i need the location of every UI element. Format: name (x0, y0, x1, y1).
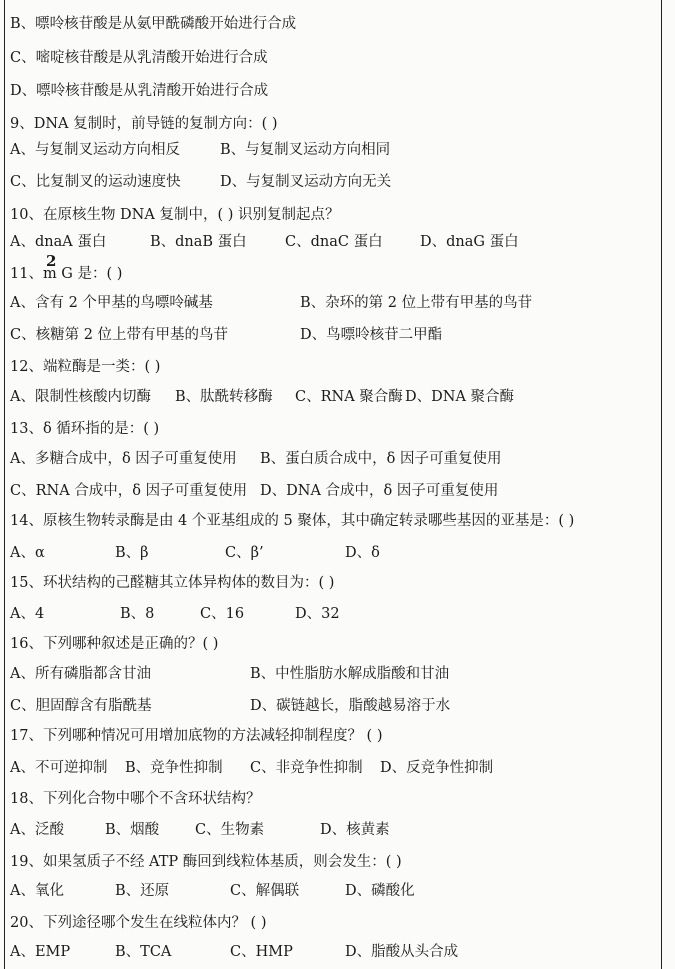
option: A、dnaA 蛋白 (10, 234, 107, 250)
option: A、与复制叉运动方向相反 (10, 142, 180, 158)
option: B、dnaB 蛋白 (150, 234, 247, 250)
option: A、4 (10, 606, 45, 622)
question-line: 10、在原核生物 DNA 复制中，( ) 识别复制起点？ (10, 207, 340, 223)
question-line: 14、原核生物转录酶是由 4 个亚基组成的 5 聚体，其中确定转录哪些基因的亚基是：( ) (10, 513, 575, 529)
option: C、16 (200, 606, 245, 622)
option: C、解偶联 (230, 883, 300, 899)
question-line: B、嘌呤核苷酸是从氨甲酰磷酸开始进行合成 (10, 16, 297, 32)
option: D、核黄素 (320, 822, 390, 838)
option: C、RNA 聚合酶 (295, 389, 403, 405)
superscript-2: 2 (46, 252, 57, 270)
option: A、限制性核酸内切酶 (10, 389, 151, 405)
option: A、多糖合成中，δ 因子可重复使用 (10, 451, 237, 467)
option: C、RNA 合成中，δ 因子可重复使用 (10, 483, 248, 499)
option: D、dnaG 蛋白 (420, 234, 519, 250)
option: B、竞争性抑制 (125, 760, 223, 776)
option: B、8 (120, 606, 155, 622)
option: B、TCA (115, 944, 172, 960)
option: B、肽酰转移酶 (175, 389, 273, 405)
option: C、非竞争性抑制 (250, 760, 363, 776)
option: C、β’ (225, 545, 264, 561)
option: C、核糖第 2 位上带有甲基的鸟苷 (10, 327, 229, 343)
option: B、β (115, 545, 149, 561)
option: D、脂酸从头合成 (345, 944, 459, 960)
option: B、烟酸 (105, 822, 160, 838)
option: B、与复制叉运动方向相同 (220, 142, 391, 158)
option: A、氧化 (10, 883, 64, 899)
question-line: C、嘧啶核苷酸是从乳清酸开始进行合成 (10, 50, 268, 66)
option: D、DNA 合成中，δ 因子可重复使用 (260, 483, 499, 499)
question-line: 18、下列化合物中哪个不含环状结构？ (10, 791, 261, 807)
option: A、含有 2 个甲基的鸟嘌呤碱基 (10, 295, 213, 311)
option: D、鸟嘌呤核苷二甲酯 (300, 327, 443, 343)
option: D、32 (295, 606, 340, 622)
option: C、dnaC 蛋白 (285, 234, 383, 250)
option: B、还原 (115, 883, 170, 899)
option: A、泛酸 (10, 822, 64, 838)
question-line: 13、δ 循环指的是：( ) (10, 421, 160, 437)
question-line: 12、端粒酶是一类：( ) (10, 359, 161, 375)
option: D、磷酸化 (345, 883, 415, 899)
question-line: 19、如果氢质子不经 ATP 酶回到线粒体基质，则会发生：( ) (10, 854, 402, 870)
question-line: 11、m G 是：( ) (10, 266, 123, 282)
option: D、δ (345, 545, 380, 561)
option: D、DNA 聚合酶 (405, 389, 515, 405)
option: D、反竞争性抑制 (380, 760, 494, 776)
option: C、生物素 (195, 822, 265, 838)
option: B、中性脂肪水解成脂酸和甘油 (250, 666, 450, 682)
option: A、不可逆抑制 (10, 760, 108, 776)
question-line: 17、下列哪种情况可用增加底物的方法减轻抑制程度？ ( ) (10, 728, 383, 744)
option: C、胆固醇含有脂酰基 (10, 698, 152, 714)
option: A、EMP (10, 944, 71, 960)
question-line: D、嘌呤核苷酸是从乳清酸开始进行合成 (10, 83, 269, 99)
option: A、所有磷脂都含甘油 (10, 666, 151, 682)
question-line: 9、DNA 复制时，前导链的复制方向：( ) (10, 116, 278, 132)
option: D、碳链越长，脂酸越易溶于水 (250, 698, 451, 714)
option: B、杂环的第 2 位上带有甲基的鸟苷 (300, 295, 533, 311)
option: A、α (10, 545, 45, 561)
option: B、蛋白质合成中，δ 因子可重复使用 (260, 451, 502, 467)
question-line: 15、环状结构的己醛糖其立体异构体的数目为：( ) (10, 575, 335, 591)
question-line: 16、下列哪种叙述是正确的？( ) (10, 636, 219, 652)
option: C、HMP (230, 944, 293, 960)
question-line: 20、下列途径哪个发生在线粒体内？ ( ) (10, 915, 267, 931)
option: D、与复制叉运动方向无关 (220, 174, 392, 190)
option: C、比复制叉的运动速度快 (10, 174, 181, 190)
